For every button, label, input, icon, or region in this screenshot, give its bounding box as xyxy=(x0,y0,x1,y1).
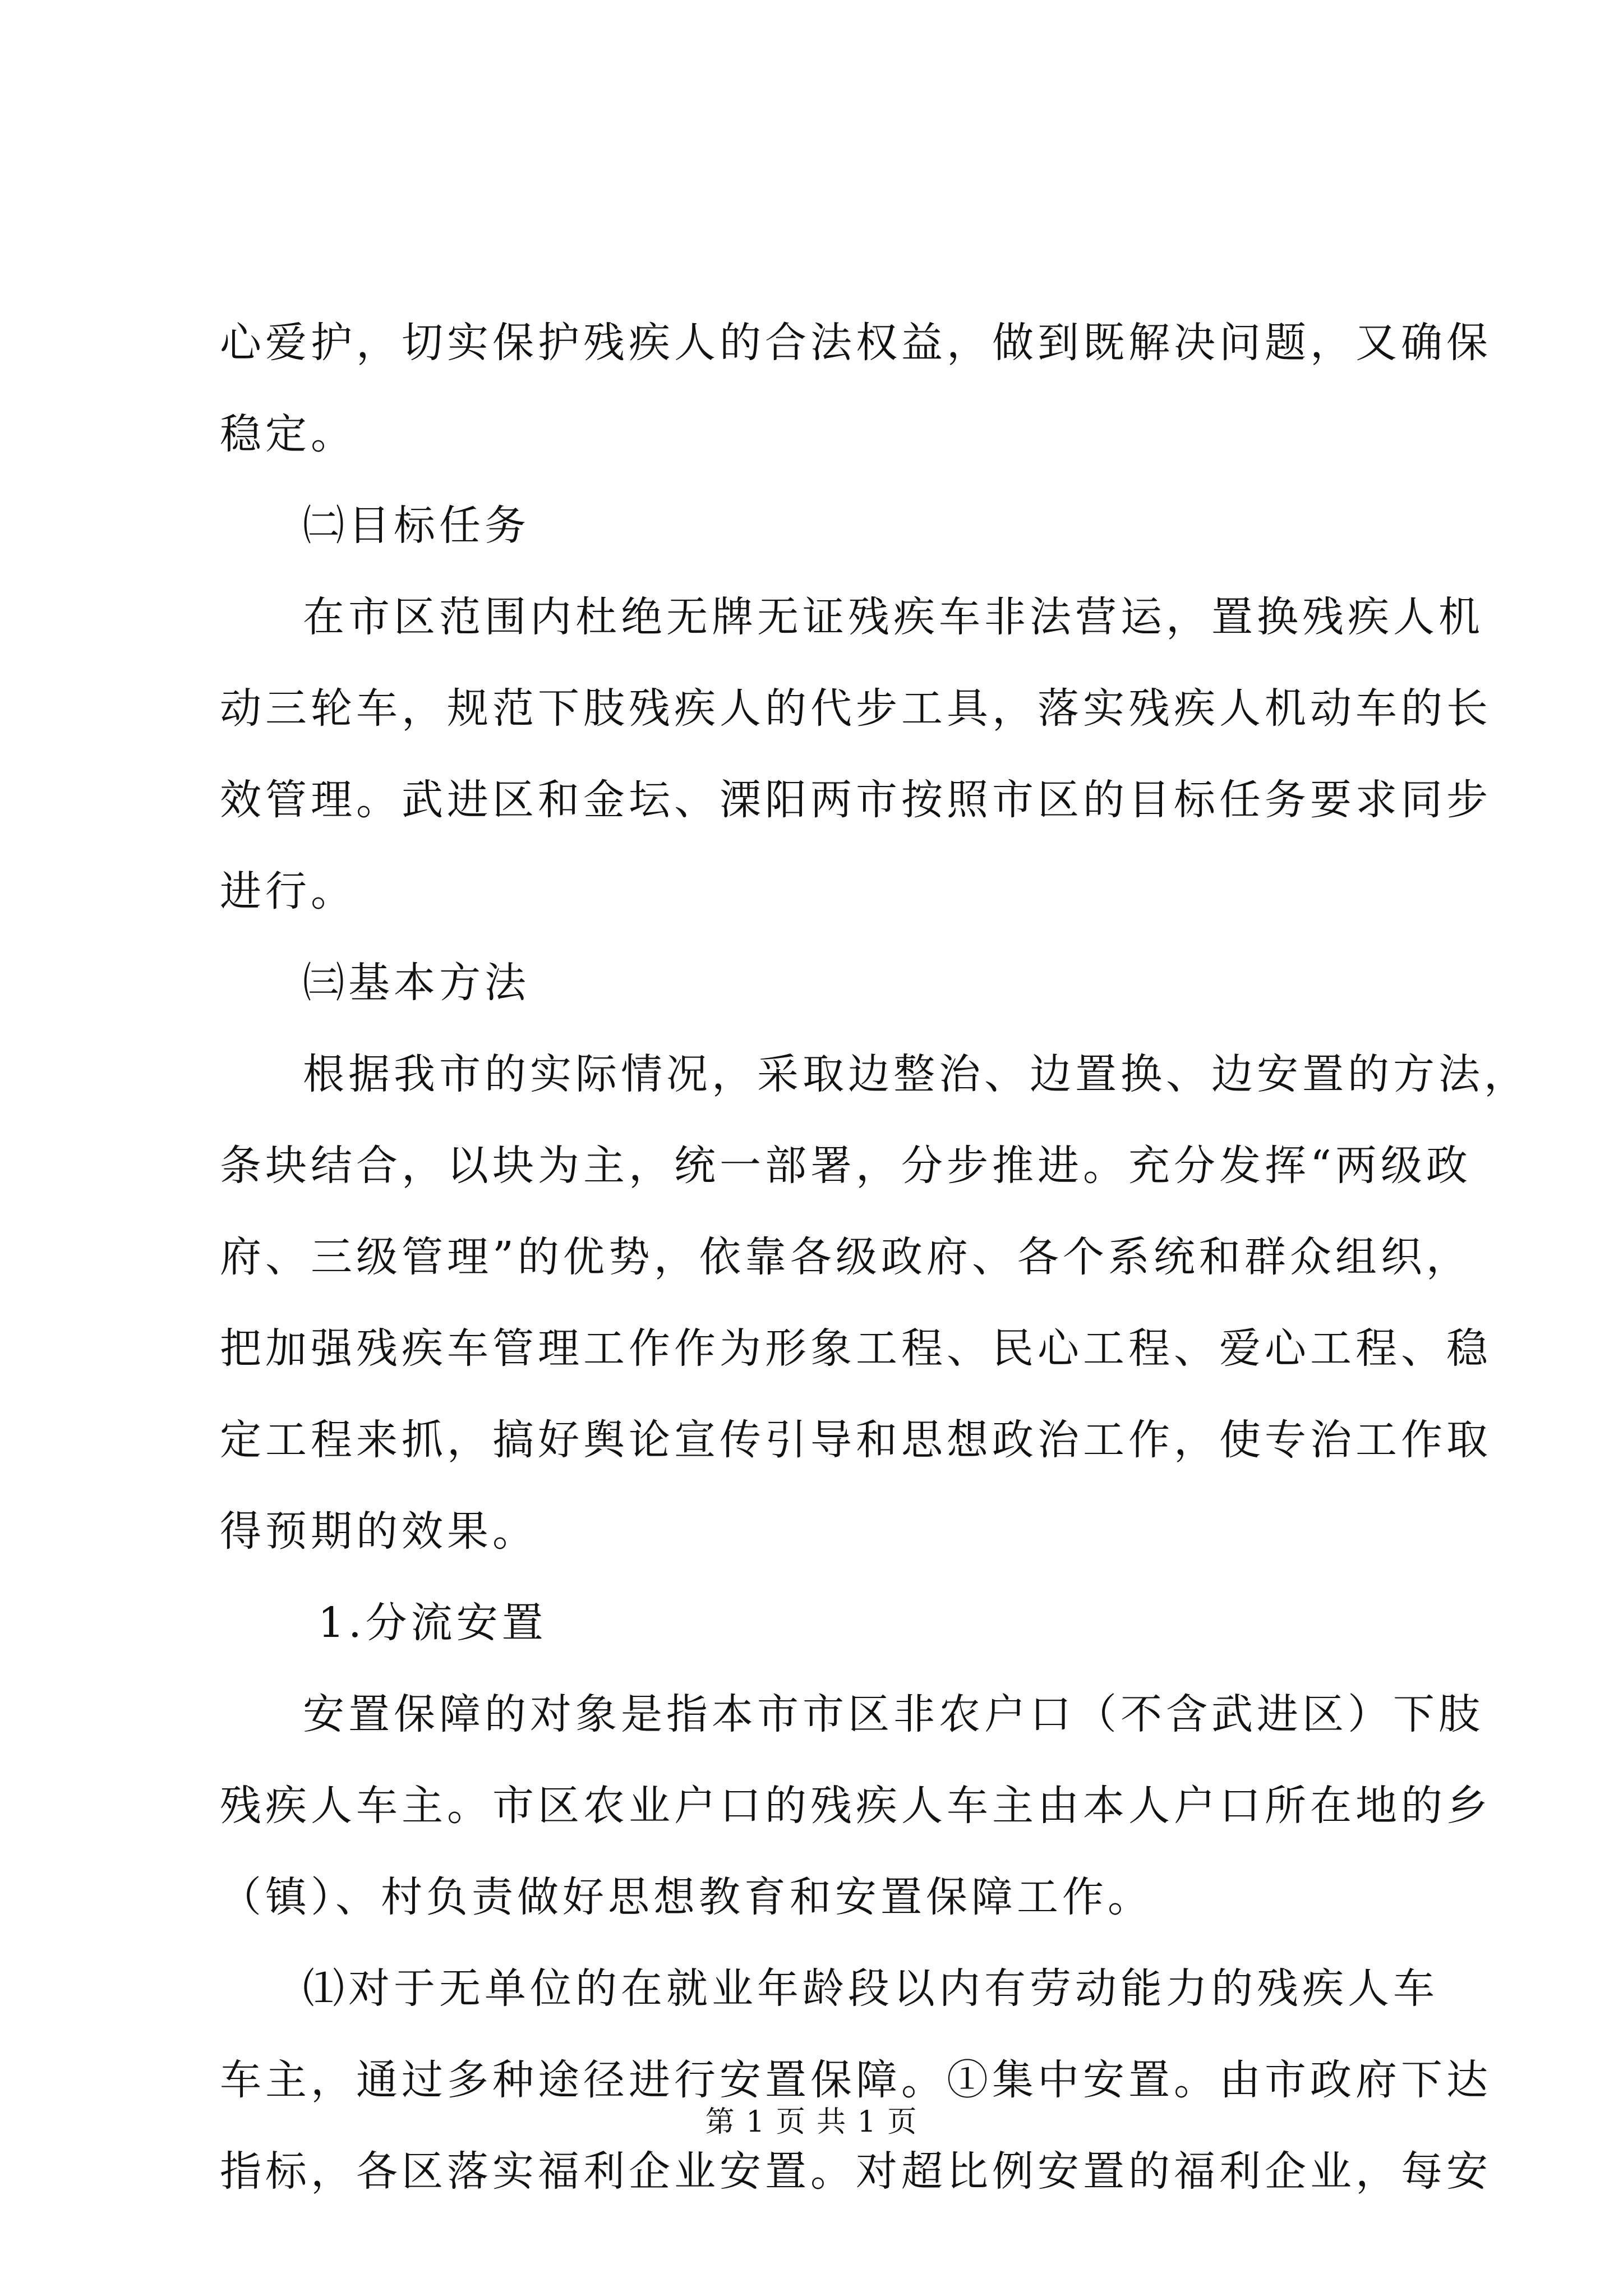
text-line: 条块结合，以块为主，统一部署，分步推进。充分发挥“两级政 xyxy=(220,1142,1472,1190)
text-line: 定工程来抓，搞好舆论宣传引导和思想政治工作，使专治工作取 xyxy=(220,1416,1492,1464)
text-line: 安置保障的对象是指本市市区非农户口（不含武进区）下肢 xyxy=(303,1690,1484,1738)
text-line: ⑴对于无单位的在就业年龄段以内有劳动能力的残疾人车 xyxy=(303,1964,1438,2013)
text-line: 在市区范围内杜绝无牌无证残疾车非法营运，置换残疾人机 xyxy=(303,593,1484,641)
text-line: 心爱护，切实保护残疾人的合法权益，做到既解决问题，又确保 xyxy=(220,319,1492,367)
section-heading-methods: ㈢基本方法 xyxy=(303,959,530,1007)
text-line: 府、三级管理”的优势，依靠各级政府、各个系统和群众组织， xyxy=(220,1233,1472,1281)
text-line: 得预期的效果。 xyxy=(220,1507,538,1556)
section-heading-goals: ㈡目标任务 xyxy=(303,501,530,550)
page-footer: 第 1 页 共 1 页 xyxy=(705,2105,918,2139)
text-line: 指标，各区落实福利企业安置。对超比例安置的福利企业，每安 xyxy=(220,2147,1492,2196)
document-body xyxy=(220,297,1529,2217)
subsection-heading-placement: 1.分流安置 xyxy=(318,1599,547,1647)
text-line: 车主，通过多种途径进行安置保障。①集中安置。由市政府下达 xyxy=(220,2056,1492,2104)
text-line: 稳定。 xyxy=(220,410,356,458)
text-line: （镇）、村负责做好思想教育和安置保障工作。 xyxy=(220,1873,1153,1921)
text-line: 残疾人车主。市区农业户口的残疾人车主由本人户口所在地的乡 xyxy=(220,1782,1492,1830)
text-line: 效管理。武进区和金坛、溧阳两市按照市区的目标任务要求同步 xyxy=(220,776,1492,824)
text-line: 进行。 xyxy=(220,867,356,915)
text-line: 动三轮车，规范下肢残疾人的代步工具，落实残疾人机动车的长 xyxy=(220,684,1492,733)
text-line: 根据我市的实际情况，采取边整治、边置换、边安置的方法， xyxy=(303,1050,1529,1098)
text-line: 把加强残疾车管理工作作为形象工程、民心工程、爱心工程、稳 xyxy=(220,1324,1492,1373)
